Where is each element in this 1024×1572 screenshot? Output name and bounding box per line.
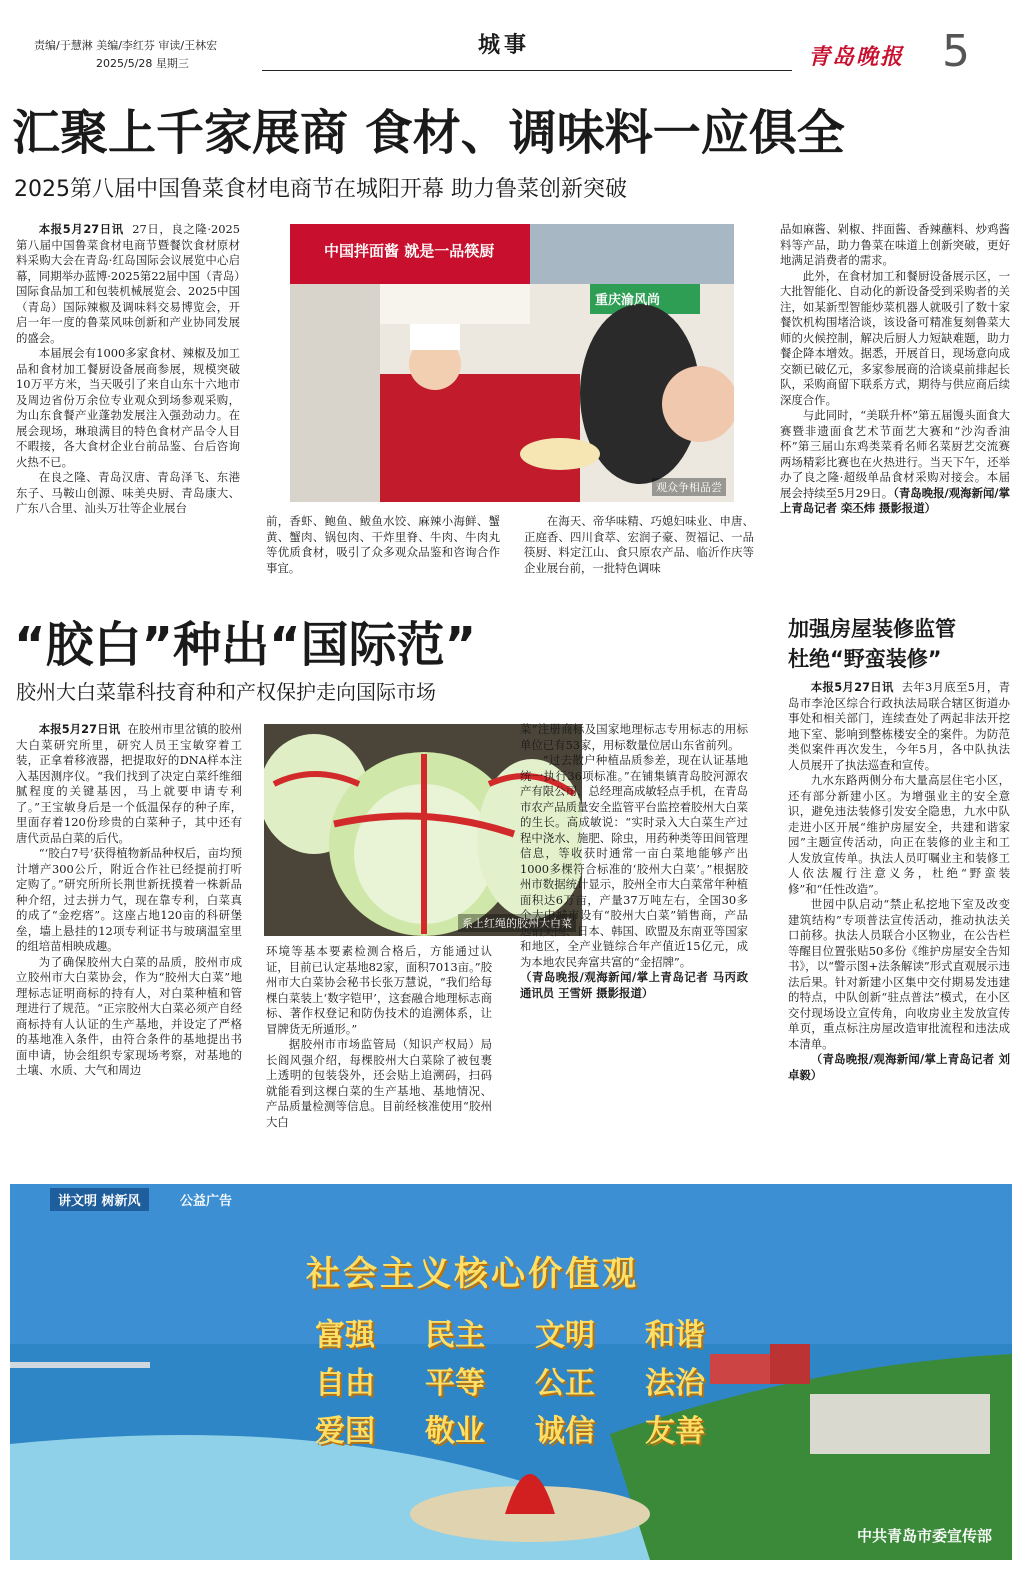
story1-column-2: 前，香虾、鲍鱼、鲅鱼水饺、麻辣小海鲜、蟹黄、蟹肉、锅包肉、干炸里脊、牛肉、牛肉丸等优质食材，吸引了众多观众品鉴和咨询合作事宜。 [266,514,500,575]
story3-credit: （青岛晚报/观海新闻/掌上青岛记者 刘卓毅） [788,1052,1010,1082]
ad-value-5: 自由 [315,1366,375,1401]
story1-photo [290,224,734,502]
story2-column-2: 环境等基本要素检测合格后，方能通过认证，目前已认定基地82家，面积7013亩。”胶州市大白菜协会秘书长张万慧说，“我们给每棵白菜装上‘数字铠甲’，这套融合地理标志商标、著作权登记和防伪技术的追溯体系，让冒牌货无所遁形。” 据胶州市市场监管局（知识产权局）局长阎风强介绍，每棵胶州大白菜除了被包裹上透明的包装袋外，还会贴上追溯码，扫码就能看到这棵白菜的生产基地、基地情况、产品质量检测等信息。目前经核准使用“胶州大白 [266,944,492,1129]
story1-credit: （青岛晚报/观海新闻/掌上青岛记者 栾丕炜 摄影报道） [780,485,1010,515]
story2-column-1: 本报5月27日讯 在胶州市里岔镇的胶州大白菜研究所里，研究人员王宝敏穿着工装，正拿着移液器，把提取好的DNA样本注入基因测序仪。“我们找到了决定白菜纤维细腻程度的关键基因，马上就要申请专利了。”王宝敏身后是一个低温保存的种子库，里面存着120份珍贵的白菜种子，其中还有唐代贡品白菜的后代。 “‘胶白7号’获得植物新品种权后，亩均预计增产300公斤，附近合作社已经提前打听定购了。”研究所所长荆世新抚摸着一株新品种介绍，过去拼力气，现在靠专利，白菜真的成了“金疙瘩”。这座占地120亩的科研堡垒，墙上悬挂的12项专利证书与玻璃温室里的组培苗相映成趣。 为了确保胶州大白菜的品质，胶州市成立胶州市大白菜协会，作为“胶州大白菜”地理标志证明商标的持有人，对白菜种植和管理进行了规范。“正宗胶州大白菜必须产自经商标持有人认证的生产基地，并设定了严格的基地准入条件，由符合条件的基地提出书面申请，协会组织专家现场考察，对基地的土壤、水质、大气和周边 [16,722,242,1077]
story3-headline-line1: 加强房屋装修监管 [788,617,956,641]
ad-values-grid [300,1310,740,1450]
story1-column-3: 在海天、帝华味精、巧媳妇味业、申唐、正庭香、四川食萃、宏润子豪、贺福记、一品筷厨、料定江山、食只原农产品、临沂作庆等企业展台前，一批特色调味 [524,514,754,575]
photo-banner-text: 中国拌面酱 就是一品筷厨 [324,242,495,260]
ad-value-2: 民主 [425,1318,485,1353]
story1-photo-caption: 观众争相品尝 [652,478,726,496]
story3-headline-line2: 杜绝“野蛮装修” [788,647,942,671]
story2-subheadline: 胶州大白菜靠科技育种和产权保护走向国际市场 [16,680,436,704]
ad-value-1: 富强 [315,1318,375,1353]
ad-value-11: 诚信 [535,1414,595,1449]
story2-photo-caption: 系上红绳的胶州大白菜 [458,914,576,932]
story1-headline: 汇聚上千家展商 食材、调味料一应俱全 [12,105,845,161]
ad-value-8: 法治 [645,1366,705,1401]
ad-value-10: 敬业 [425,1414,485,1449]
page-number: 5 [942,26,970,77]
ad-sponsor: 中共青岛市委宣传部 [856,1527,992,1545]
story1-column-4: 品如麻酱、剁椒、拌面酱、香辣蘸料、炒鸡酱料等产品，助力鲁菜在味道上创新突破，更好地满足消费者的需求。 此外，在食材加工和餐厨设备展示区，一大批智能化、自动化的新设备受到采购者的关注，如某新型智能炒菜机器人就吸引了数十家餐饮机构围堵洽谈，该设备可精准复刻鲁菜大师的火候控制，解决后厨人力短缺难题，助力餐企降本增效。据悉，开展首日，现场意向成交额已破亿元，多家参展商的洽谈桌前排起长队，采购商留下联系方式，期待与供应商后续深度合作。 与此同时，“美联升杯”第五届馒头面食大赛暨非遗面食艺术节面艺大赛和“沙沟香油杯”第三届山东鸡类菜肴名师名菜厨艺交流赛两场精彩比赛也在火热进行。当天下午，还举办了良之隆·超级单品食材采购对接会。本届展会持续至5月29日。（青岛晚报/观海新闻/掌上青岛记者 栾丕炜 摄影报道） [780,222,1010,515]
ad-tag-1: 讲文明 树新风 [58,1194,141,1209]
section-title: 城事 [478,32,531,58]
story2-dateline: 本报5月27日讯 [38,722,121,736]
story1-column-1: 本报5月27日讯 27日，良之隆·2025第八届中国鲁菜食材电商节暨餐饮食材原材料采购大会在青岛·红岛国际会议展览中心启幕，同期举办蓝博·2025第22届中国（青岛）国际食品加工和包装机械展览会、2025中国（青岛）国际辣椒及调味料交易博览会，开启一年一度的鲁菜风味创新和产业协同发展的盛会。 本届展会有1000多家食材、辣椒及加工品和食材加工餐厨设备展商参展，规模突破10万平方米，当天吸引了来自山东十六地市及周边省份万余位专业观众到场参观采购，为山东食餐产业蓬勃发展注入强劲动力。在展会现场，琳琅满目的特色食材产品令人目不暇接，各大食材企业台前品鉴、台后咨询火热不已。 在良之隆、青岛汉唐、青岛泽飞、东港东子、马鞍山创源、味美央厨、青岛康大、广东八合里、汕头万壮等企业展台 [16,222,240,515]
story1-dateline: 本报5月27日讯 [38,222,124,236]
story3-body: 本报5月27日讯 去年3月底至5月，青岛市李沧区综合行政执法局联合辖区街道办事处和相关部门，连续查处了两起非法开挖地下室、影响到整栋楼安全的案件。为防范类似案件再次发生，今年5月，各中队执法人员展开了执法巡查和宣传。 九水东路两侧分布大量高层住宅小区，还有部分新建小区。为增强业主的安全意识，避免违法装修引发安全隐患，九水中队走进小区开展“维护房屋安全，共建和谐家园”主题宣传活动，向正在装修的业主和工人发放宣传单。执法人员叮嘱业主和装修工人依法履行注意义务，杜绝“野蛮装修”和“任性改造”。 世园中队启动“禁止私挖地下室及改变建筑结构”专项普法宣传活动，推动执法关口前移。执法人员联合小区物业，在公告栏等醒目位置张贴50多份《维护房屋安全告知书》，以“警示图+法条解读”形式直观展示违法后果。针对新建小区集中交付期易发违建的特点，中队创新“驻点普法”模式，在小区交付现场设立宣传角，向收房业主发放宣传单页，重点标注房屋改造审批流程和违法成本清单。 （青岛晚报/观海新闻/掌上青岛记者 刘卓毅） [788,680,1010,1082]
story2-credit: （青岛晚报/观海新闻/掌上青岛记者 马丙政 通讯员 王雪妍 摄影报道） [520,970,748,1000]
ad-value-12: 友善 [645,1414,705,1449]
ad-value-4: 和谐 [645,1318,705,1353]
story2-column-3: 菜”注册商标及国家地理标志专用标志的用标单位已有53家，用标数量位居山东省前列。 “过去散户种植品质参差，现在认证基地统一执行36项标准。”在铺集镇青岛胶河源农产有限公司，总经理高成敏轻点手机，在青岛市农产品质量安全监管平台监控着胶州大白菜的生长。高成敏说：“实时录入大白菜生产过程中浇水、施肥、除虫，用药种类等田间管理信息，等收获时通常一亩白菜地能够产出1000多棵符合标准的‘胶州大白菜’。”根据胶州市数据统计显示，胶州全市大白菜常年种植面积达6万亩，产量37万吨左右，全国30多个大中城市设有“胶州大白菜”销售商，产品远销美国、日本、韩国、欧盟及东南亚等国家和地区，全产业链综合年产值近15亿元，成为本地农民奔富共富的“金招牌”。 （青岛晚报/观海新闻/掌上青岛记者 马丙政 通讯员 王雪妍 摄影报道） [520,722,748,1000]
story2-headline: “胶白”种出“国际范” [14,617,477,673]
header-credits: 责编/于慧淋 美编/李红芬 审读/王林宏 [34,39,218,52]
ad-value-7: 公正 [535,1366,595,1401]
story1-subheadline: 2025第八届中国鲁菜食材电商节在城阳开幕 助力鲁菜创新突破 [14,177,627,202]
ad-title: 社会主义核心价值观 [306,1254,639,1294]
newspaper-brand: 青岛晚报 [808,44,905,70]
header-date: 2025/5/28 星期三 [96,57,189,70]
ad-tag-2: 公益广告 [180,1194,233,1209]
photo-sign-text: 重庆渝风尚 [595,293,661,308]
ad-tag-box [50,1188,149,1211]
ad-value-3: 文明 [535,1318,595,1353]
story3-dateline: 本报5月27日讯 [810,680,894,694]
header-rule [262,70,792,71]
public-service-ad [10,1184,1012,1560]
ad-value-9: 爱国 [315,1414,375,1449]
exhibition-photo-illustration [290,224,734,502]
ad-value-6: 平等 [425,1366,485,1401]
